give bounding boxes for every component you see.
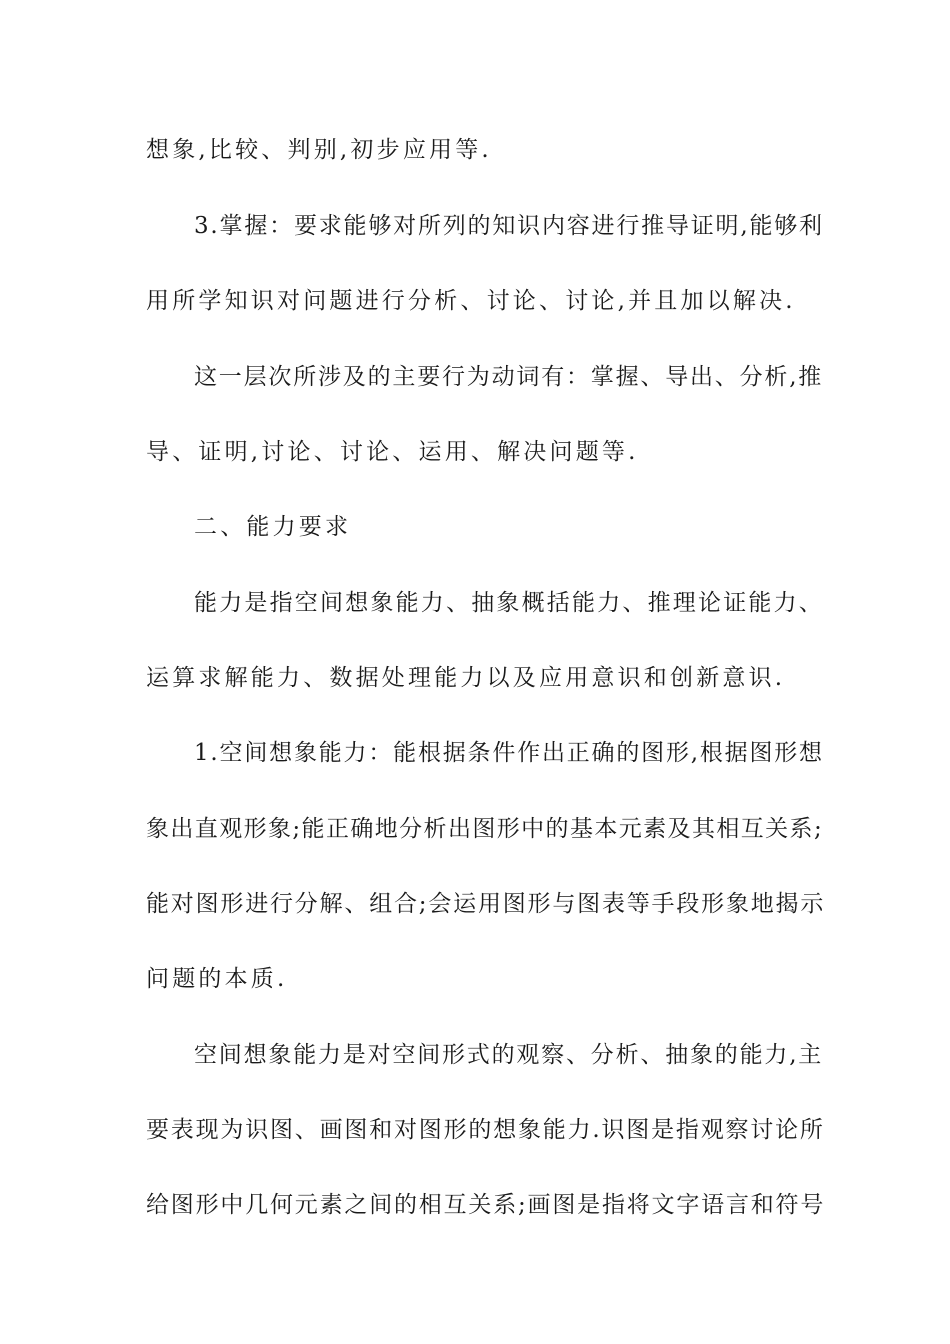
paragraph-line: 导、证明,讨论、讨论、运用、解决问题等. bbox=[146, 439, 639, 465]
paragraph-line: 这一层次所涉及的主要行为动词有：掌握、导出、分析,推 bbox=[194, 364, 824, 390]
paragraph-line: 想象,比较、判别,初步应用等. bbox=[146, 137, 492, 163]
paragraph-line: 空间想象能力是对空间形式的观察、分析、抽象的能力,主 bbox=[194, 1042, 824, 1068]
paragraph-line: 1.空间想象能力：能根据条件作出正确的图形,根据图形想 bbox=[194, 740, 824, 766]
paragraph-line: 象出直观形象;能正确地分析出图形中的基本元素及其相互关系; bbox=[146, 816, 824, 842]
paragraph-line: 能对图形进行分解、组合;会运用图形与图表等手段形象地揭示 bbox=[146, 891, 826, 917]
paragraph-line: 3.掌握：要求能够对所列的知识内容进行推导证明,能够利 bbox=[194, 213, 824, 239]
paragraph-line: 给图形中几何元素之间的相互关系;画图是指将文字语言和符号 bbox=[146, 1192, 826, 1218]
paragraph-line: 要表现为识图、画图和对图形的想象能力.识图是指观察讨论所 bbox=[146, 1117, 825, 1143]
paragraph-line: 用所学知识对问题进行分析、讨论、讨论,并且加以解决. bbox=[146, 288, 796, 314]
paragraph-line: 问题的本质. bbox=[146, 966, 288, 992]
paragraph-line: 运算求解能力、数据处理能力以及应用意识和创新意识. bbox=[146, 665, 786, 691]
paragraph-line: 能力是指空间想象能力、抽象概括能力、推理论证能力、 bbox=[194, 590, 824, 616]
section-heading: 二、能力要求 bbox=[194, 514, 352, 540]
